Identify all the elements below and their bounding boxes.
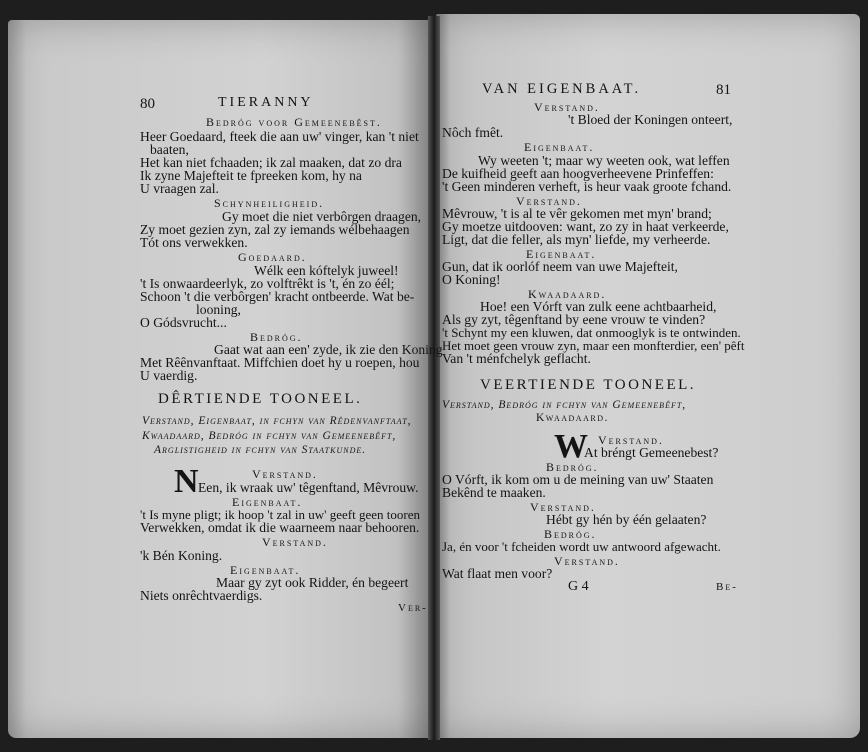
verse-line: Gy moetze uitdooven: want, zo zy in haat verkeerde, [442, 219, 729, 234]
verse-line: Niets onrêchtvaerdigs. [140, 588, 263, 603]
verse-line: Ligt, dat die feller, als myn' liefde, my verheerde. [442, 232, 711, 247]
verse-line: Wélk een kóftelyk juweel! [254, 263, 399, 278]
verse-line: 't Is myne pligt; ik hoop 't zal in uw' geeft geen tooren [140, 507, 420, 522]
speaker-label: Kwaadaard. [528, 287, 607, 301]
right-page-number: 81 [716, 82, 731, 98]
speaker-label: Eigenbaat. [230, 563, 301, 577]
cast-list-line: Arglistigheid in fchyn van Staatkunde. [154, 444, 367, 456]
verse-line: 't Is onwaardeerlyk, zo volftrêkt is 't, én zo éél; [140, 276, 395, 291]
scene-heading: VEERTIENDE TOONEEL. [480, 377, 697, 393]
drop-cap-letter: N [174, 463, 199, 500]
verse-line: U vraagen zal. [140, 181, 219, 196]
left-running-head: TIERANNY [218, 95, 314, 110]
verse-line: Maar gy zyt ook Ridder, én begeert [216, 575, 409, 590]
verse-line: Gy moet die niet verbôrgen draagen, [222, 209, 422, 224]
speaker-label: Verstand. [252, 467, 318, 481]
speaker-label: Verstand. [534, 100, 600, 114]
left-page-number: 80 [140, 96, 155, 112]
verse-line: Met Rêênvanftaat. Miffchien doet hy u roepen, hou [140, 355, 420, 370]
verse-line: Het kan niet fchaaden; ik zal maaken, dat zo dra [140, 155, 402, 170]
speaker-label: Eigenbaat. [524, 140, 595, 154]
signature-mark: G 4 [568, 579, 589, 594]
verse-line: 'k Bén Koning. [140, 548, 223, 563]
verse-line: Gun, dat ik oorlóf neem van uwe Majefteit, [442, 259, 678, 274]
verse-line: At bréngt Gemeenebest? [584, 445, 719, 460]
verse-line: Hoe! een Vórft van zulk eene achtbaarheid, [480, 299, 717, 314]
speaker-label: Bedróg. [250, 330, 303, 344]
speaker-label: Verstand. [530, 500, 596, 514]
cast-list-line: Kwaadaard, Bedróg in fchyn van Gemeenebêft, [142, 430, 397, 442]
verse-line: Hébt gy hén by één gelaaten? [546, 512, 707, 527]
speaker-label: Verstand. [598, 433, 664, 447]
verse-line: O Vórft, ik kom om u de meining van uw' Staaten [442, 472, 714, 487]
verse-line: Ik zyne Majefteit te fpreeken kom, hy na [140, 168, 362, 183]
verse-line: Bekênd te maaken. [442, 485, 546, 500]
drop-cap-letter: W [554, 428, 588, 465]
verse-line: Nôch fmêt. [442, 125, 504, 140]
catchword: Be- [716, 581, 738, 593]
verse-line: Mêvrouw, 't is al te vêr gekomen met myn' brand; [442, 206, 712, 221]
cast-list-line: Verstand, Eigenbaat, in fchyn van Rêdenvanftaat, [142, 415, 412, 427]
verse-line: baaten, [150, 142, 189, 157]
verse-line: Wat flaat men voor? [442, 566, 553, 581]
verse-line: Ja, én voor 't fcheiden wordt uw antwoord afgewacht. [442, 539, 721, 554]
speaker-label: Verstand. [516, 194, 582, 208]
speaker-label: Bedróg. [546, 460, 599, 474]
verse-line: Heer Goedaard, fteek die aan uw' vinger, kan 't niet [140, 129, 419, 144]
verse-line: Het moet geen vrouw zyn, maar een monfterdier, een' pêft [442, 338, 745, 353]
speaker-label: Eigenbaat. [232, 495, 303, 509]
verse-line: Als gy zyt, têgenftand by eene vrouw te vinden? [442, 312, 706, 327]
verse-line: 't Bloed der Koningen onteert, [568, 112, 733, 127]
verse-line: Gaat wat aan een' zyde, ik zie den Koning [214, 342, 443, 357]
verse-line: Verwekken, omdat ik die waarneem naar behooren. [140, 520, 420, 535]
catchword: Ver- [398, 602, 428, 614]
verse-line: Van 't ménfchelyk geflacht. [442, 351, 591, 366]
verse-line: Wy weeten 't; maar wy weeten ook, wat leffen [478, 153, 730, 168]
speaker-label: Bedróg. [544, 527, 597, 541]
scene-heading: DÊRTIENDE TOONEEL. [158, 391, 363, 407]
verse-line: 't Schynt my een kluwen, dat onmooglyk is te ontwinden. [442, 325, 741, 340]
verse-line: Schoon 't die verbôrgen' kracht ontbeerde. Wat be- [140, 289, 415, 304]
right-running-head: VAN EIGENBAAT. [482, 81, 642, 97]
verse-line: O Gódsvrucht... [140, 315, 227, 330]
speaker-label: Verstand. [554, 554, 620, 568]
verse-line: looning, [196, 302, 241, 317]
verse-line: De kuifheid geeft aan hoogverheevene Prinfeffen: [442, 166, 714, 181]
verse-line: 't Geen minderen verheft, is heur vaak groote fchand. [442, 179, 732, 194]
verse-line: Een, ik wraak uw' têgenftand, Mêvrouw. [198, 480, 419, 495]
verse-line: Zy moet gezien zyn, zal zy iemands wélbehaagen [140, 222, 410, 237]
cast-list-line: Kwaadaard. [536, 412, 609, 424]
verse-line: U vaerdig. [140, 368, 198, 383]
verse-line: O Koning! [442, 272, 501, 287]
verse-line: Tót ons verwekken. [140, 235, 248, 250]
speaker-label: Schynheiligheid. [214, 196, 325, 210]
speaker-label: Verstand. [262, 535, 328, 549]
speaker-label: Eigenbaat. [526, 247, 597, 261]
book-gutter [428, 16, 440, 740]
speaker-label: Bedróg voor Gemeenebêst. [206, 115, 382, 129]
cast-list-line: Verstand, Bedróg in fchyn van Gemeenebêft, [442, 399, 687, 411]
speaker-label: Goedaard. [238, 250, 307, 264]
